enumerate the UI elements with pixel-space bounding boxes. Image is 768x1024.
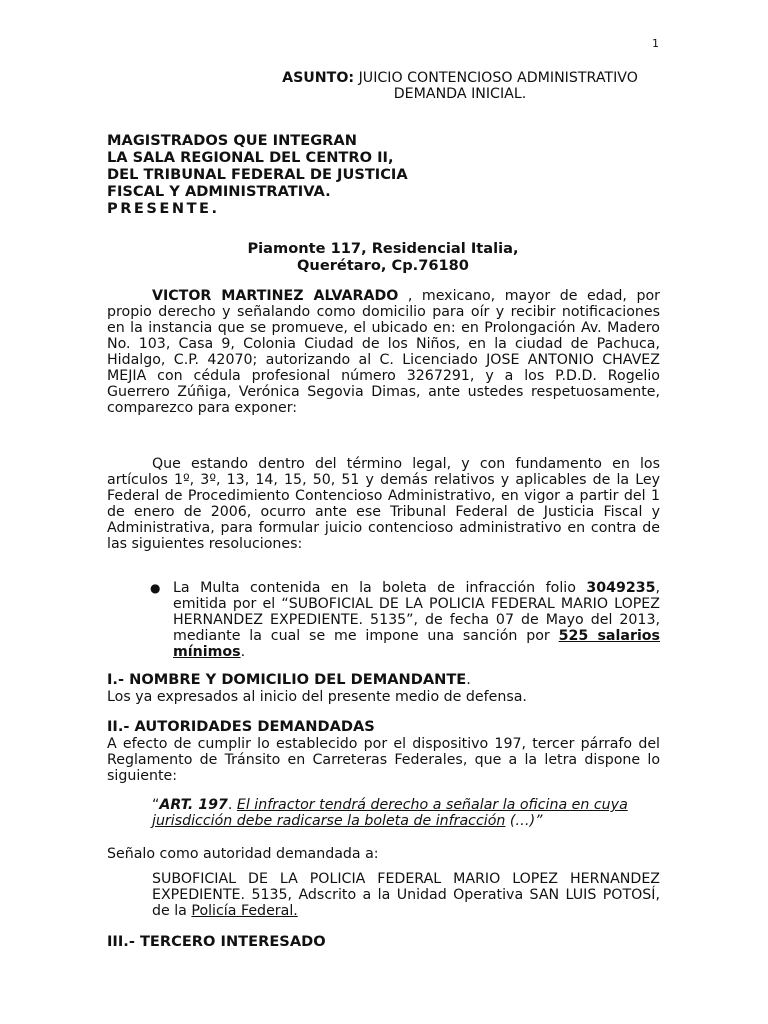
addressee-block xyxy=(107,132,408,217)
plaintiff-text: Los ya expresados al inicio del presente medio de defensa. xyxy=(107,689,527,705)
address-line-2: Querétaro, Cp.76180 xyxy=(297,257,469,274)
list-item: La Multa contenida en la boleta de infracción folio 3049235, emitida por el “SUBOFICIAL DE LA POLICIA FEDERAL MARIO LOPEZ HERNANDEZ EXPEDIENTE. 5135”, de fecha 07 de Mayo del 2013, mediante la cual se me impone una sanción por 525 salarios mínimos. xyxy=(173,580,660,660)
legal-basis-paragraph: Que estando dentro del término legal, y con fundamento en los artículos 1º, 3º, 13, 14, 15, 50, 51 y demás relativos y aplicables de la Ley Federal de Procedimiento Contencioso Administrativo, en vigor a partir del 1 de enero de 2006, ocurro ante ese Tribunal Federal de Justicia Fiscal y Administrativa, para formular juicio contencioso administrativo en contra de las siguientes resoluciones: xyxy=(107,456,660,552)
section-heading-third-party: III.- TERCERO INTERESADO xyxy=(107,933,326,950)
subject-line-1: JUICIO CONTENCIOSO ADMINISTRATIVO xyxy=(358,70,638,86)
defendant-intro: Señalo como autoridad demandada a: xyxy=(107,846,379,862)
folio-number: 3049235 xyxy=(586,580,656,596)
intro-paragraph xyxy=(107,288,660,416)
resolution-list xyxy=(150,580,660,660)
section-heading-plaintiff: I.- NOMBRE Y DOMICILIO DEL DEMANDANTE. xyxy=(107,671,471,688)
defendant-authority: SUBOFICIAL DE LA POLICIA FEDERAL MARIO LOPEZ HERNANDEZ EXPEDIENTE. 5135, Adscrito a la Unidad Operativa SAN LUIS POTOSÍ, de la Policía Federal. xyxy=(152,871,660,919)
sanction-amount: 525 salarios mínimos xyxy=(173,628,660,660)
addressee-line: MAGISTRADOS QUE INTEGRAN xyxy=(107,132,357,149)
subject-label: ASUNTO: xyxy=(282,70,355,86)
article-ref: ART. 197 xyxy=(159,797,228,813)
addressee-line: DEL TRIBUNAL FEDERAL DE JUSTICIA xyxy=(107,166,408,183)
subject-block xyxy=(250,70,670,102)
subject-line-2: DEMANDA INICIAL. xyxy=(393,86,527,102)
addressee-line: FISCAL Y ADMINISTRATIVA. xyxy=(107,183,331,200)
addressee-line: LA SALA REGIONAL DEL CENTRO II, xyxy=(107,149,394,166)
plaintiff-name: VICTOR MARTINEZ ALVARADO xyxy=(152,288,399,304)
quote-text: El infractor tendrá derecho a señalar la oficina en cuya jurisdicción debe radicarse la boleta de infracción xyxy=(152,797,628,829)
intro-text: , mexicano, mayor de edad, por propio derecho y señalando como domicilio para oír y recibir notificaciones en la instancia que se promueve, el ubicado en: en Prolongación Av. Madero No. 103, Casa 9, Colonia Ciudad de los Niños, en la ciudad de Pachuca, Hidalgo, C.P. 42070; autorizando al C. Licenciado JOSE ANTONIO CHAVEZ MEJIA con cédula profesional número 3267291, y a los P.D.D. Rogelio Guerrero Zúñiga, Verónica Segovia Dimas, ante ustedes respetuosamente, comparezco para exponer: xyxy=(107,288,660,416)
bullet-icon: ● xyxy=(150,581,161,595)
addressee-presente: PRESENTE. xyxy=(107,200,220,217)
address-line-1: Piamonte 117, Residencial Italia, xyxy=(247,240,519,257)
authorities-paragraph: A efecto de cumplir lo establecido por el dispositivo 197, tercer párrafo del Reglamento de Tránsito en Carreteras Federales, que a la letra dispone lo siguiente: xyxy=(107,736,660,784)
address-block xyxy=(200,240,566,274)
page-number: 1 xyxy=(652,37,659,50)
policia-federal-link: Policía Federal. xyxy=(191,903,298,919)
section-heading-authorities: II.- AUTORIDADES DEMANDADAS xyxy=(107,718,375,735)
legal-quote: “ART. 197. El infractor tendrá derecho a señalar la oficina en cuya jurisdicción debe radicarse la boleta de infracción (…)” xyxy=(152,797,628,829)
